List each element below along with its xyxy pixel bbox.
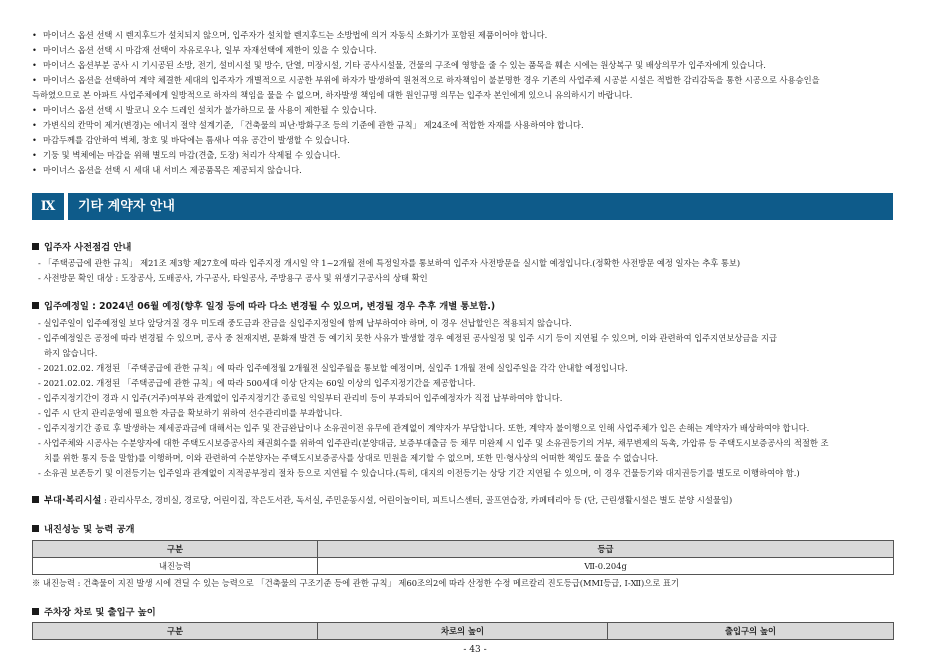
text-line: - 입주지정기간 종료 후 발생하는 제세공과금에 대해서는 입주 및 잔금완납이나 소유권이전 유무에 관계없이 계약자가 부담합니다. 또한, 계약자 불이행으로 인해 사업주체가 입은 손해는 계약자가 배상하여야 합니다. bbox=[38, 423, 810, 433]
bullet-text: 마이너스 옵션을 선택하여 계약 체결한 세대의 입주자가 개별적으로 시공한 부위에 하자가 발생하여 원천적으로 하자책임이 불분명한 경우 기존의 사업주체 시공분 시설은 적법한 감리감독을 통한 시공으로 사용승인을 bbox=[43, 75, 820, 85]
bullet-text: 마이너스 옵션을 선택 시 세대 내 서비스 제공품목은 제공되지 않습니다. bbox=[43, 165, 302, 175]
heading-text: 입주예정일 : 2024년 06월 예정(향후 일정 등에 따라 다소 변경될 수 있으며, 변경될 경우 추후 개별 통보함.) bbox=[44, 301, 496, 312]
text-line: - 소유권 보존등기 및 이전등기는 입주일과 관계없이 지적공부정리 절차 등으로 지연될 수 있습니다.(특히, 대지의 이전등기는 상당 기간 지연될 수 있으며, 이 경우 건물등기와 대지권등기를 별도로 이행하여야 함.) bbox=[38, 468, 800, 478]
text-line: - 사업주체와 시공사는 수분양자에 대한 주택도시보증공사의 채권회수를 위하여 입주관리(분양대금, 보증부대출금 등 채무 미완제 시 입주 및 소유권등기의 거부, 채무변제의 독촉, 가압류 등 주택도시보증공사의 적절한 조 bbox=[38, 438, 829, 448]
square-bullet-icon bbox=[32, 243, 39, 250]
bullet-dot: • bbox=[32, 135, 37, 145]
bullet-item bbox=[32, 164, 922, 177]
square-bullet-icon bbox=[32, 608, 39, 615]
section-heading-move-in bbox=[32, 300, 495, 314]
bullet-dot: • bbox=[32, 150, 37, 160]
section-title: 기타 계약자 안내 bbox=[68, 193, 893, 220]
page-number: - 43 - bbox=[463, 645, 487, 655]
table-row bbox=[33, 558, 894, 575]
table-header-cell: 차로의 높이 bbox=[318, 623, 608, 640]
section-heading-seismic bbox=[32, 523, 135, 537]
bullet-dot: • bbox=[32, 120, 37, 130]
text-line: - 입주지정기간이 경과 시 입주(거주)여부와 관계없이 입주지정기간 종료일 익일부터 관리비 등이 부과되어 입주예정자가 직접 납부하여야 합니다. bbox=[38, 393, 563, 403]
table-header-row bbox=[33, 541, 894, 558]
heading-text: 내진성능 및 능력 공개 bbox=[44, 524, 135, 535]
parking-table bbox=[32, 622, 894, 640]
bullet-item bbox=[32, 59, 922, 72]
table-header-cell: 등급 bbox=[318, 541, 894, 558]
bullet-text: 기둥 및 벽체에는 마감을 위해 별도의 마감(견출, 도장) 처리가 삭제될 수 있습니다. bbox=[43, 150, 341, 160]
bullet-item bbox=[32, 44, 922, 57]
seismic-note: ※ 내진능력 : 건축물이 지진 발생 시에 견딜 수 있는 능력으로 「건축물의 구조기준 등에 관한 규칙」 제60조의2에 따라 산정한 수정 메르칼리 진도등급(MMI등급, Ⅰ-Ⅻ)으로 표기 bbox=[32, 578, 679, 588]
text-line: - 입주예정일은 공정에 따라 변경될 수 있으며, 공사 중 천재지변, 문화재 발견 등 예기치 못한 사유가 발생할 경우 예정된 공사일정 및 입주 시기 등이 지연될 수 있으며, 이와 관련하여 입주지연보상금을 지급 bbox=[38, 333, 778, 343]
section-heading-precheck bbox=[32, 241, 131, 255]
bullet-text: 마이너스 옵션 선택 시 렌지후드가 설치되지 않으며, 입주자가 설치할 렌지후드는 소방법에 의거 자동식 소화기가 포함된 제품이어야 합니다. bbox=[43, 30, 548, 40]
bullet-dot: • bbox=[32, 75, 37, 85]
section-heading-parking bbox=[32, 606, 156, 620]
table-header-row bbox=[33, 623, 894, 640]
table-header-cell: 출입구의 높이 bbox=[608, 623, 894, 640]
bullet-item bbox=[32, 149, 922, 162]
square-bullet-icon bbox=[32, 525, 39, 532]
bullet-dot: • bbox=[32, 60, 37, 70]
square-bullet-icon bbox=[32, 302, 39, 309]
heading-text: 주차장 차로 및 출입구 높이 bbox=[44, 607, 156, 618]
bullet-text: 마이너스 옵션 선택 시 발코니 오수 드레인 설치가 불가하므로 물 사용이 제한될 수 있습니다. bbox=[43, 105, 377, 115]
square-bullet-icon bbox=[32, 496, 39, 503]
section-heading-facilities bbox=[32, 493, 732, 508]
table-header-cell: 구분 bbox=[33, 623, 318, 640]
section-banner bbox=[32, 193, 893, 220]
bullet-text: 마감두께를 감안하여 벽체, 창호 및 바닥에는 틈새나 여유 공간이 발생할 수 있습니다. bbox=[43, 135, 350, 145]
text-line: - 입주 시 단지 관리운영에 필요한 자금을 확보하기 위하여 선수관리비를 부과합니다. bbox=[38, 408, 343, 418]
text-line: 치를 위한 통지 등을 말함)를 이행하며, 이와 관련하여 수분양자는 주택도시보증공사를 상대로 민원을 제기할 수 없으며, 또한 민·형사상의 어떠한 책임도 물을 수 없습니다. bbox=[44, 453, 659, 463]
table-header-cell: 구분 bbox=[33, 541, 318, 558]
bullet-text: 마이너스 옵션 선택 시 마감재 선택이 자유로우나, 일부 자재선택에 제한이 있을 수 있습니다. bbox=[43, 45, 377, 55]
bullet-item bbox=[32, 134, 922, 147]
text-line: - 2021.02.02. 개정된 「주택공급에 관한 규칙」에 따라 입주예정월 2개월전 실입주월을 통보할 예정이며, 실입주 1개월 전에 실입주일을 각각 안내할 예정입니다. bbox=[38, 363, 628, 373]
bullet-item bbox=[32, 104, 922, 117]
text-line: 하지 않습니다. bbox=[44, 348, 98, 358]
bullet-text: 마이너스 옵션부분 공사 시 기시공된 소방, 전기, 설비시설 및 방수, 단열, 미장시설, 기타 공사시설물, 건물의 구조에 영향을 줄 수 있는 품목을 훼손 시에는 원상복구 및 배상의무가 입주자에게 있습니다. bbox=[43, 60, 766, 70]
text-line: - 실입주일이 입주예정일 보다 앞당겨질 경우 미도래 중도금과 잔금을 실입주지정일에 함께 납부하여야 하며, 이 경우 선납할인은 적용되지 않습니다. bbox=[38, 318, 572, 328]
bullet-continuation: 득하였으므로 본 아파트 사업주체에게 일방적으로 하자의 책임을 물을 수 없으며, 하자발생 책임에 대한 원인규명 의무는 입주자 본인에게 있으니 유의하시기 바랍니다. bbox=[32, 90, 633, 100]
bullet-dot: • bbox=[32, 105, 37, 115]
facilities-list: : 관리사무소, 경비실, 경로당, 어린이집, 작은도서관, 독서실, 주민운동시설, 어린이놀이터, 피트니스센터, 골프연습장, 카페테리아 등 (단, 근린생활시설은 별도 분양 시설물임) bbox=[101, 495, 733, 505]
bullet-dot: • bbox=[32, 30, 37, 40]
heading-text: 부대·복리시설 bbox=[44, 495, 102, 506]
bullet-item bbox=[32, 74, 922, 87]
text-line: - 2021.02.02. 개정된 「주택공급에 관한 규칙」에 따라 500세대 이상 단지는 60일 이상의 입주지정기간을 제공합니다. bbox=[38, 378, 476, 388]
seismic-table bbox=[32, 540, 894, 575]
bullet-dot: • bbox=[32, 45, 37, 55]
bullet-text: 가변식의 칸막이 제거(변경)는 에너지 절약 설계기준, 「건축물의 피난·방화구조 등의 기준에 관한 규칙」 제24조에 적합한 자재를 사용하여야 합니다. bbox=[43, 120, 584, 130]
section-number: Ⅸ bbox=[32, 193, 64, 220]
heading-text: 입주자 사전점검 안내 bbox=[44, 242, 132, 253]
table-cell: Ⅶ-0.204g bbox=[318, 558, 894, 575]
text-line: - 사전방문 확인 대상 : 도장공사, 도배공사, 가구공사, 타일공사, 주방용구 공사 및 위생기구공사의 상태 확인 bbox=[38, 273, 428, 283]
table-cell: 내진능력 bbox=[33, 558, 318, 575]
bullet-item bbox=[32, 29, 922, 42]
bullet-item bbox=[32, 119, 922, 132]
text-line: - 「주택공급에 관한 규칙」 제21조 제3항 제27호에 따라 입주지정 개시일 약 1~2개월 전에 특정일자를 통보하여 입주자 사전방문을 실시할 예정입니다.(정확한 사전방문 예정 일자는 추후 통보) bbox=[38, 258, 741, 268]
bullet-dot: • bbox=[32, 165, 37, 175]
